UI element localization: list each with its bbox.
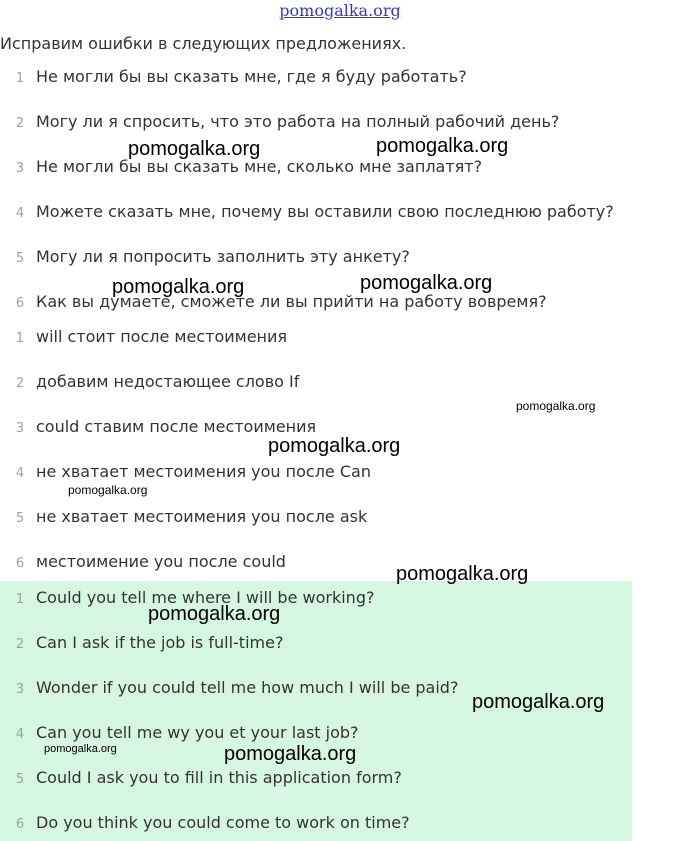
answer-row [0, 623, 632, 668]
row-text: Could you tell me where I will be working? [36, 588, 375, 607]
watermark: pomogalka.org [268, 435, 401, 457]
row-number: 6 [15, 556, 25, 571]
row-number: 1 [15, 592, 25, 607]
row-number: 1 [15, 331, 25, 346]
answer-row [0, 581, 632, 623]
watermark: pomogalka.org [516, 399, 596, 413]
row-text: Могу ли я спросить, что это работа на полный рабочий день? [36, 112, 560, 131]
answer-row [0, 803, 632, 841]
watermark: pomogalka.org [360, 272, 493, 294]
note-row [0, 497, 632, 542]
row-text: Можете сказать мне, почему вы оставили свою последнюю работу? [36, 202, 614, 221]
watermark: pomogalka.org [128, 138, 261, 160]
row-text: Могу ли я попросить заполнить эту анкету? [36, 247, 410, 266]
instruction-heading: Исправим ошибки в следующих предложениях. [0, 34, 407, 53]
row-number: 1 [15, 71, 25, 86]
row-number: 2 [15, 376, 25, 391]
row-number: 3 [15, 161, 25, 176]
watermark: pomogalka.org [376, 135, 509, 157]
row-number: 4 [15, 206, 25, 221]
row-text: Do you think you could come to work on time? [36, 813, 410, 832]
sentence-row [0, 192, 632, 237]
row-text: местоимение you после could [36, 552, 286, 571]
watermark: pomogalka.org [472, 691, 605, 713]
watermark: pomogalka.org [112, 276, 245, 298]
row-number: 4 [15, 727, 25, 742]
row-text: Не могли бы вы сказать мне, сколько мне заплатят? [36, 157, 483, 176]
row-text: Как вы думаете, сможете ли вы прийти на работу вовремя? [36, 292, 547, 311]
watermark: pomogalka.org [68, 483, 148, 497]
row-text: Не могли бы вы сказать мне, где я буду работать? [36, 67, 467, 86]
row-text: could ставим после местоимения [36, 417, 317, 436]
row-number: 3 [15, 682, 25, 697]
row-number: 4 [15, 466, 25, 481]
row-number: 6 [15, 296, 25, 311]
row-text: Can I ask if the job is full-time? [36, 633, 284, 652]
row-text: не хватает местоимения you после ask [36, 507, 368, 526]
row-text: Wonder if you could tell me how much I will be paid? [36, 678, 459, 697]
row-text: Could I ask you to fill in this application form? [36, 768, 402, 787]
row-text: Can you tell me wy you et your last job? [36, 723, 359, 742]
row-number: 6 [15, 817, 25, 832]
sentence-row [0, 237, 632, 282]
sentence-row [0, 57, 632, 102]
row-text: не хватает местоимения you после Can [36, 462, 371, 481]
watermark: pomogalka.org [148, 603, 281, 625]
row-text: will стоит после местоимения [36, 327, 288, 346]
sentence-row [0, 147, 632, 192]
row-text: добавим недостающее слово If [36, 372, 300, 391]
sentence-row [0, 102, 632, 147]
row-number: 2 [15, 637, 25, 652]
row-number: 5 [15, 511, 25, 526]
row-number: 3 [15, 421, 25, 436]
note-row [0, 317, 632, 362]
watermark: pomogalka.org [396, 563, 529, 585]
row-number: 5 [15, 251, 25, 266]
row-number: 5 [15, 772, 25, 787]
site-header-link[interactable]: pomogalka.org [279, 1, 401, 20]
watermark: pomogalka.org [224, 743, 357, 765]
watermark: pomogalka.org [44, 743, 117, 755]
row-number: 2 [15, 116, 25, 131]
